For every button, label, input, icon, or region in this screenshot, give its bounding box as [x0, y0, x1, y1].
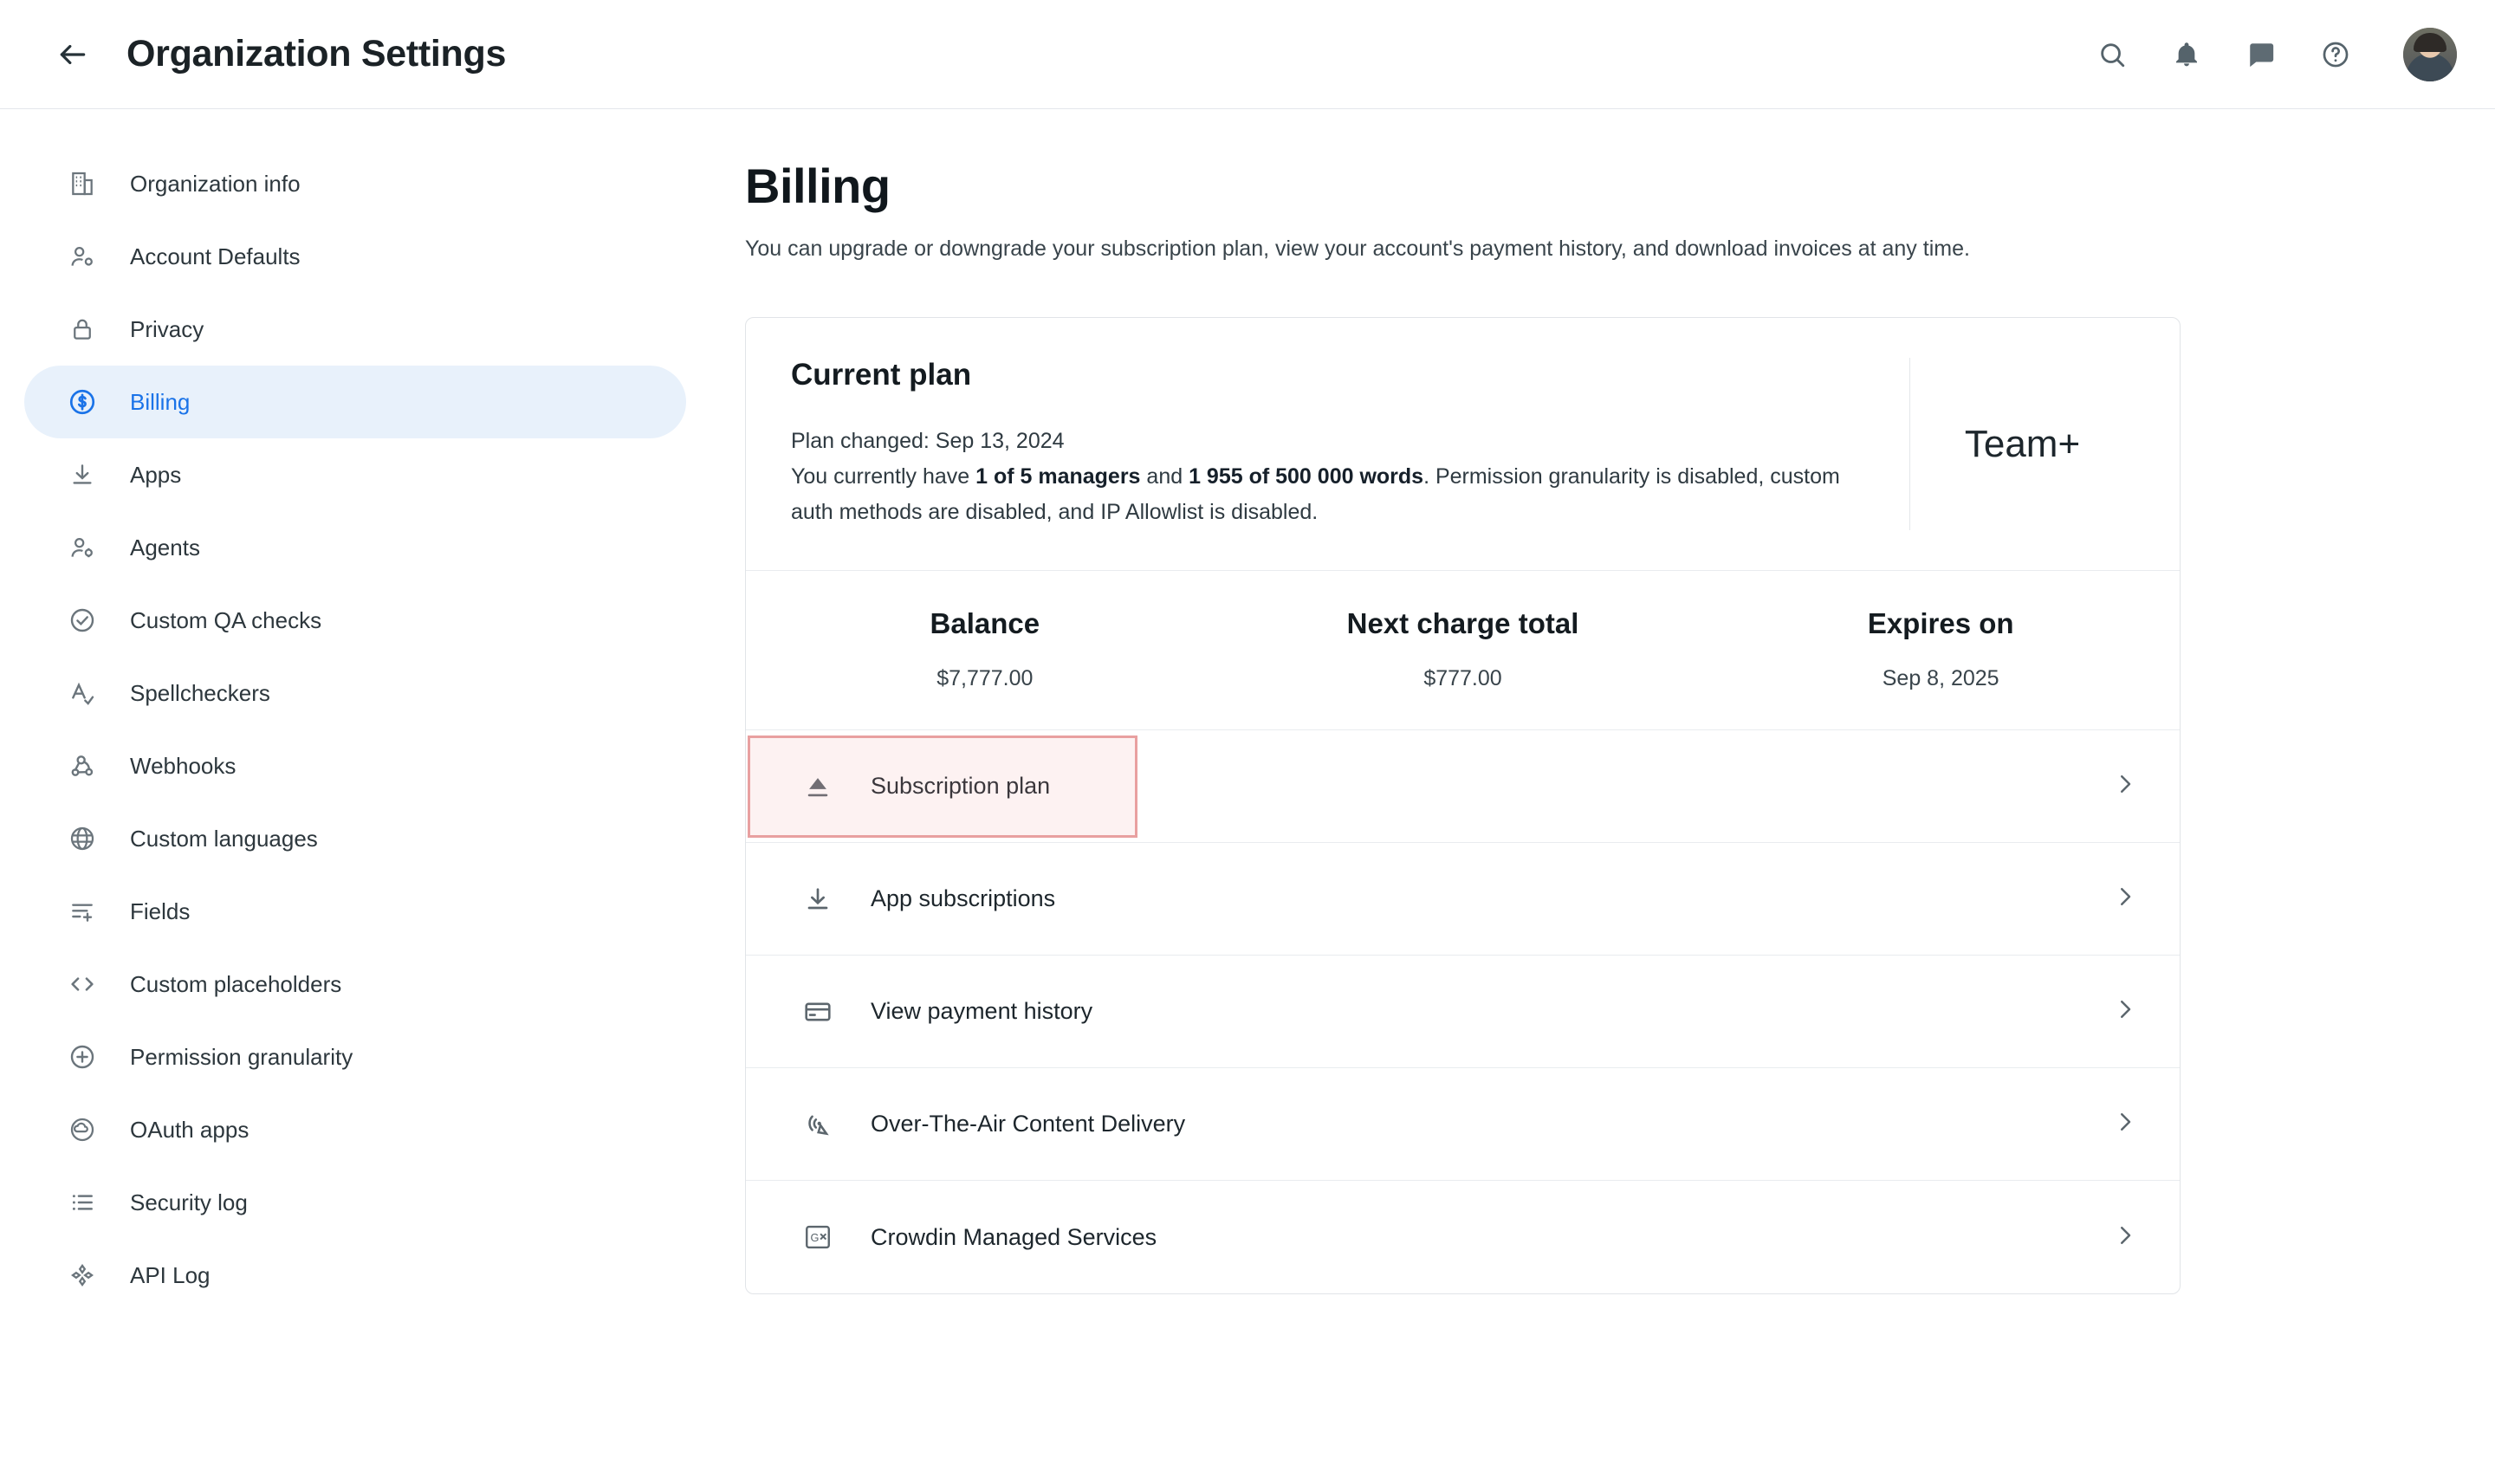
stat-label: Next charge total — [1346, 607, 1579, 639]
managers-count: 1 of 5 managers — [975, 464, 1141, 489]
sidebar-item-security-log[interactable] — [24, 1166, 686, 1239]
download-icon — [791, 885, 845, 913]
managed-services-icon — [791, 1222, 845, 1252]
sidebar-item-label: Billing — [130, 388, 191, 415]
chevron-right-icon[interactable] — [2112, 1222, 2138, 1253]
ota-delivery-icon — [791, 1110, 845, 1139]
help-icon[interactable] — [2317, 36, 2355, 74]
topbar-icon-group — [2093, 28, 2457, 81]
code-brackets-icon — [62, 964, 102, 1004]
stat-value: Sep 8, 2025 — [1882, 666, 1999, 690]
words-count: 1 955 of 500 000 words — [1189, 464, 1424, 489]
api-icon — [62, 1255, 102, 1295]
sidebar-item-label: Spellcheckers — [130, 679, 270, 706]
chevron-right-icon[interactable] — [2112, 996, 2138, 1027]
stat-next-charge-total — [1224, 607, 1702, 691]
sidebar-item-label: Privacy — [130, 315, 204, 342]
stat-value: $7,777.00 — [936, 666, 1034, 690]
spellcheck-icon — [62, 673, 102, 713]
building-icon — [62, 164, 102, 204]
chevron-right-icon[interactable] — [2112, 771, 2138, 801]
current-plan-section — [746, 318, 2180, 571]
download-icon — [62, 455, 102, 495]
sidebar-item-webhooks[interactable] — [24, 729, 686, 802]
row-view-payment-history[interactable] — [746, 956, 2180, 1068]
stat-value: $777.00 — [1423, 666, 1502, 690]
billing-stats — [746, 571, 2180, 730]
row-subscription-plan-wrapper — [746, 730, 2180, 843]
sidebar-item-label: Custom placeholders — [130, 970, 342, 997]
sidebar-item-label: OAuth apps — [130, 1116, 250, 1143]
row-crowdin-managed-services[interactable] — [746, 1181, 2180, 1293]
sidebar-item-oauth-apps[interactable] — [24, 1093, 686, 1166]
row-label: View payment history — [871, 998, 1093, 1024]
usage-suffix: . Permission granularity is disabled, custom auth methods are disabled, and IP Allowlist is disabled. — [791, 464, 1840, 524]
subscription-icon — [791, 772, 845, 801]
check-circle-icon — [62, 600, 102, 640]
usage-and: and — [1140, 464, 1189, 489]
row-label: Subscription plan — [871, 773, 1051, 799]
stat-label: Expires on — [1867, 607, 2014, 639]
page-title: Organization Settings — [126, 33, 507, 75]
back-arrow-icon[interactable] — [49, 30, 97, 79]
usage-prefix: You currently have — [791, 464, 976, 489]
billing-description: You can upgrade or downgrade your subscription plan, view your account's payment history, and download invoices at any time. — [745, 237, 1970, 261]
billing-card — [745, 317, 2181, 1294]
sidebar — [0, 109, 719, 1484]
globe-icon — [62, 819, 102, 859]
chevron-right-icon[interactable] — [2112, 884, 2138, 914]
avatar[interactable] — [2403, 28, 2457, 81]
sidebar-item-label: Webhooks — [130, 752, 237, 779]
sidebar-item-label: Apps — [130, 461, 182, 488]
main-content — [719, 109, 2495, 1484]
lock-icon — [62, 309, 102, 349]
plus-circle-icon — [62, 1037, 102, 1077]
current-plan-info — [791, 424, 1875, 530]
top-bar — [0, 0, 2495, 109]
chevron-right-icon[interactable] — [2112, 1109, 2138, 1139]
search-icon[interactable] — [2093, 36, 2131, 74]
sidebar-item-custom-qa-checks[interactable] — [24, 584, 686, 657]
row-over-the-air-content-delivery[interactable] — [746, 1068, 2180, 1181]
sidebar-item-organization-info[interactable] — [24, 147, 686, 220]
sidebar-item-account-defaults[interactable] — [24, 220, 686, 293]
sidebar-item-fields[interactable] — [24, 875, 686, 948]
body-wrapper — [0, 109, 2495, 1484]
sidebar-item-permission-granularity[interactable] — [24, 1021, 686, 1093]
sidebar-item-agents[interactable] — [24, 511, 686, 584]
credit-card-icon — [791, 997, 845, 1027]
sidebar-item-privacy[interactable] — [24, 293, 686, 366]
user-gear-icon — [62, 528, 102, 567]
stat-label: Balance — [930, 607, 1040, 639]
sidebar-item-apps[interactable] — [24, 438, 686, 511]
sidebar-item-label: Account Defaults — [130, 243, 301, 269]
sidebar-item-custom-languages[interactable] — [24, 802, 686, 875]
current-plan-details — [791, 358, 1909, 530]
fields-icon — [62, 891, 102, 931]
sidebar-item-spellcheckers[interactable] — [24, 657, 686, 729]
plan-badge-container — [1909, 358, 2135, 530]
plan-changed-line: Plan changed: Sep 13, 2024 — [791, 429, 1065, 453]
current-plan-title: Current plan — [791, 358, 972, 392]
svg-text:G: G — [810, 1230, 820, 1244]
webhook-icon — [62, 746, 102, 786]
billing-heading: Billing — [745, 159, 891, 213]
sidebar-item-label: Organization info — [130, 170, 301, 197]
sidebar-item-label: Security log — [130, 1189, 248, 1215]
sidebar-item-label: Fields — [130, 898, 191, 924]
row-subscription-plan[interactable] — [746, 730, 2180, 843]
sidebar-item-label: Custom languages — [130, 825, 318, 852]
sidebar-item-label: Agents — [130, 534, 200, 561]
stat-balance — [746, 607, 1224, 691]
sidebar-item-label: API Log — [130, 1261, 211, 1288]
row-label: Crowdin Managed Services — [871, 1223, 1157, 1250]
row-label: App subscriptions — [871, 885, 1056, 911]
row-label: Over-The-Air Content Delivery — [871, 1111, 1186, 1137]
sidebar-item-custom-placeholders[interactable] — [24, 948, 686, 1021]
sidebar-item-label: Permission granularity — [130, 1043, 353, 1070]
chat-icon[interactable] — [2242, 36, 2280, 74]
plan-usage-line — [791, 459, 1875, 530]
list-icon — [62, 1183, 102, 1222]
stat-expires-on — [1701, 607, 2180, 691]
bell-icon[interactable] — [2168, 36, 2206, 74]
plan-badge: Team+ — [1964, 422, 2081, 465]
sidebar-item-api-log[interactable] — [24, 1239, 686, 1312]
user-settings-icon — [62, 237, 102, 276]
dollar-circle-icon — [62, 382, 102, 422]
cloud-icon — [62, 1110, 102, 1150]
sidebar-item-billing[interactable] — [24, 366, 686, 438]
row-app-subscriptions[interactable] — [746, 843, 2180, 956]
sidebar-item-label: Custom QA checks — [130, 606, 322, 633]
